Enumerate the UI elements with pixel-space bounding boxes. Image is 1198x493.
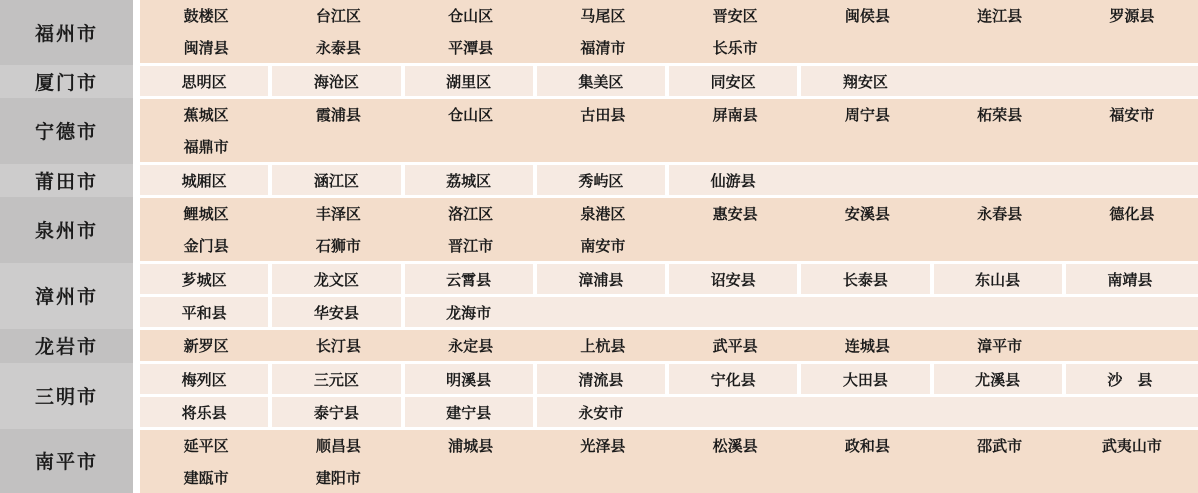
district-cell[interactable] bbox=[272, 165, 404, 195]
city-header: 宁德市 bbox=[0, 98, 133, 164]
district-label: 华安县 bbox=[313, 303, 359, 322]
district-cell[interactable] bbox=[140, 230, 272, 262]
district-cell[interactable] bbox=[537, 230, 669, 262]
district-cell[interactable] bbox=[272, 66, 404, 96]
district-row bbox=[140, 99, 1198, 162]
district-label: 集美区 bbox=[578, 72, 624, 91]
city-header: 福州市 bbox=[0, 0, 133, 65]
district-cell[interactable] bbox=[669, 66, 801, 96]
district-cell[interactable] bbox=[801, 330, 933, 361]
district-label: 政和县 bbox=[844, 437, 890, 456]
district-cell[interactable] bbox=[537, 430, 669, 462]
district-cell[interactable] bbox=[272, 99, 404, 131]
district-line bbox=[140, 0, 1198, 32]
district-label: 东山县 bbox=[975, 270, 1021, 289]
district-label: 沙 县 bbox=[1107, 370, 1153, 389]
district-label: 诏安县 bbox=[710, 270, 756, 289]
district-label: 泉港区 bbox=[580, 205, 626, 224]
district-label: 秀屿区 bbox=[578, 171, 624, 190]
district-label: 翔安区 bbox=[842, 72, 888, 91]
district-cell[interactable] bbox=[801, 430, 933, 462]
district-label: 霞浦县 bbox=[315, 106, 361, 125]
district-line bbox=[140, 364, 1198, 394]
district-label: 思明区 bbox=[181, 72, 227, 91]
district-cell[interactable] bbox=[537, 364, 669, 394]
district-cell[interactable] bbox=[272, 198, 404, 230]
district-label: 顺昌县 bbox=[315, 437, 361, 456]
district-label: 丰泽区 bbox=[315, 205, 361, 224]
district-label: 涵江区 bbox=[313, 171, 359, 190]
district-label: 三元区 bbox=[313, 370, 359, 389]
district-label: 仓山区 bbox=[448, 7, 494, 26]
district-grid bbox=[140, 0, 1198, 493]
district-cell[interactable] bbox=[140, 264, 272, 294]
district-cell[interactable] bbox=[272, 397, 404, 427]
district-cell[interactable] bbox=[405, 330, 537, 361]
district-cell[interactable] bbox=[405, 297, 1198, 327]
district-cell[interactable] bbox=[669, 99, 801, 131]
district-row bbox=[140, 165, 1198, 195]
district-cell[interactable] bbox=[140, 462, 272, 493]
district-cell[interactable] bbox=[140, 430, 272, 462]
district-label: 德化县 bbox=[1109, 205, 1155, 224]
district-label: 云霄县 bbox=[446, 270, 492, 289]
district-cell[interactable] bbox=[801, 364, 933, 394]
district-cell[interactable] bbox=[405, 430, 537, 462]
district-label: 连城县 bbox=[844, 337, 890, 355]
district-label: 上杭县 bbox=[580, 337, 626, 355]
district-line bbox=[140, 264, 1198, 294]
district-cell[interactable] bbox=[669, 364, 801, 394]
district-label: 连江县 bbox=[977, 7, 1023, 26]
district-label: 平潭县 bbox=[448, 38, 494, 57]
city-header: 三明市 bbox=[0, 363, 133, 429]
district-cell[interactable] bbox=[669, 198, 801, 230]
district-cell[interactable] bbox=[272, 32, 404, 64]
district-label: 同安区 bbox=[710, 72, 756, 91]
district-label: 尤溪县 bbox=[975, 370, 1021, 389]
district-cell[interactable] bbox=[405, 264, 537, 294]
district-line bbox=[140, 297, 1198, 327]
district-cell[interactable] bbox=[1066, 198, 1198, 230]
district-cell[interactable] bbox=[537, 99, 669, 131]
city-header: 漳州市 bbox=[0, 263, 133, 329]
district-cell[interactable] bbox=[272, 462, 404, 493]
district-label: 泰宁县 bbox=[313, 403, 359, 422]
district-row bbox=[140, 66, 1198, 96]
district-label: 福鼎市 bbox=[183, 137, 229, 156]
district-label: 鲤城区 bbox=[183, 205, 229, 224]
district-label: 仓山区 bbox=[448, 106, 494, 125]
district-label: 平和县 bbox=[181, 303, 227, 322]
district-row bbox=[140, 0, 1198, 63]
district-cell[interactable] bbox=[405, 230, 537, 262]
district-cell[interactable] bbox=[537, 397, 1198, 427]
district-cell[interactable] bbox=[405, 198, 537, 230]
district-label: 鼓楼区 bbox=[183, 7, 229, 26]
district-line bbox=[140, 165, 1198, 195]
district-cell[interactable] bbox=[669, 0, 801, 32]
city-header: 泉州市 bbox=[0, 197, 133, 263]
district-row bbox=[140, 198, 1198, 261]
district-cell[interactable] bbox=[537, 198, 669, 230]
district-line bbox=[140, 397, 1198, 427]
district-label: 漳浦县 bbox=[578, 270, 624, 289]
district-label: 南安市 bbox=[580, 236, 626, 255]
district-label: 仙游县 bbox=[710, 171, 756, 190]
district-cell[interactable] bbox=[140, 99, 272, 131]
district-cell[interactable] bbox=[669, 330, 801, 361]
district-label: 大田县 bbox=[842, 370, 888, 389]
district-cell[interactable] bbox=[934, 430, 1066, 462]
district-label: 福安市 bbox=[1109, 106, 1155, 125]
district-label: 邵武市 bbox=[977, 437, 1023, 456]
district-cell[interactable] bbox=[934, 198, 1066, 230]
district-cell[interactable] bbox=[801, 0, 933, 32]
district-label: 洛江区 bbox=[448, 205, 494, 224]
district-cell[interactable] bbox=[272, 330, 404, 361]
district-cell[interactable] bbox=[272, 297, 404, 327]
district-cell[interactable] bbox=[537, 264, 669, 294]
district-label: 柘荣县 bbox=[977, 106, 1023, 125]
district-cell[interactable] bbox=[405, 66, 537, 96]
district-label: 晋安区 bbox=[712, 7, 758, 26]
district-label: 建瓯市 bbox=[183, 468, 229, 487]
district-label: 城厢区 bbox=[181, 171, 227, 190]
district-cell[interactable] bbox=[140, 297, 272, 327]
district-cell[interactable] bbox=[140, 330, 272, 361]
district-line bbox=[140, 131, 1198, 163]
district-label: 芗城区 bbox=[181, 270, 227, 289]
district-cell[interactable] bbox=[1066, 0, 1198, 32]
district-label: 长泰县 bbox=[842, 270, 888, 289]
district-cell[interactable] bbox=[405, 364, 537, 394]
district-cell[interactable] bbox=[537, 66, 669, 96]
district-cell[interactable] bbox=[537, 32, 669, 64]
district-cell[interactable] bbox=[1066, 430, 1198, 462]
district-cell[interactable] bbox=[801, 198, 933, 230]
district-cell[interactable] bbox=[405, 32, 537, 64]
district-cell[interactable] bbox=[1066, 99, 1198, 131]
city-header: 莆田市 bbox=[0, 164, 133, 197]
district-label: 建宁县 bbox=[446, 403, 492, 422]
district-cell[interactable] bbox=[140, 66, 272, 96]
district-label: 浦城县 bbox=[448, 437, 494, 456]
district-label: 金门县 bbox=[183, 236, 229, 255]
district-cell[interactable] bbox=[801, 66, 1198, 96]
district-label: 新罗区 bbox=[183, 337, 229, 355]
district-row bbox=[140, 430, 1198, 493]
city-header-column bbox=[0, 0, 133, 493]
district-label: 惠安县 bbox=[712, 205, 758, 224]
district-label: 石狮市 bbox=[315, 236, 361, 255]
district-line bbox=[140, 99, 1198, 131]
district-label: 龙海市 bbox=[446, 303, 492, 322]
district-label: 建阳市 bbox=[315, 468, 361, 487]
district-cell[interactable] bbox=[272, 364, 404, 394]
district-label: 蕉城区 bbox=[183, 106, 229, 125]
district-label: 梅列区 bbox=[181, 370, 227, 389]
district-cell[interactable] bbox=[140, 131, 272, 163]
district-cell[interactable] bbox=[801, 264, 933, 294]
district-row bbox=[140, 330, 1198, 361]
district-cell[interactable] bbox=[669, 264, 801, 294]
district-cell[interactable] bbox=[669, 32, 801, 64]
district-row bbox=[140, 364, 1198, 427]
column-gutter bbox=[133, 0, 140, 493]
district-line bbox=[140, 430, 1198, 462]
district-label: 清流县 bbox=[578, 370, 624, 389]
district-label: 海沧区 bbox=[313, 72, 359, 91]
district-cell[interactable] bbox=[669, 165, 1198, 195]
district-line bbox=[140, 230, 1198, 262]
district-label: 明溪县 bbox=[446, 370, 492, 389]
district-label: 永定县 bbox=[448, 337, 494, 355]
district-cell[interactable] bbox=[1066, 264, 1198, 294]
district-cell[interactable] bbox=[405, 99, 537, 131]
district-cell[interactable] bbox=[537, 330, 669, 361]
district-cell[interactable] bbox=[140, 0, 272, 32]
district-line bbox=[140, 462, 1198, 493]
district-line bbox=[140, 198, 1198, 230]
district-cell[interactable] bbox=[537, 165, 669, 195]
district-cell[interactable] bbox=[405, 0, 537, 32]
district-cell[interactable] bbox=[934, 99, 1066, 131]
district-label: 宁化县 bbox=[710, 370, 756, 389]
district-cell[interactable] bbox=[934, 264, 1066, 294]
district-label: 闽清县 bbox=[183, 38, 229, 57]
district-label: 湖里区 bbox=[446, 72, 492, 91]
district-cell[interactable] bbox=[140, 397, 272, 427]
district-label: 南靖县 bbox=[1107, 270, 1153, 289]
district-row bbox=[140, 264, 1198, 327]
district-label: 罗源县 bbox=[1109, 7, 1155, 26]
district-cell[interactable] bbox=[272, 0, 404, 32]
city-header: 龙岩市 bbox=[0, 329, 133, 363]
district-label: 荔城区 bbox=[446, 171, 492, 190]
district-label: 福清市 bbox=[580, 38, 626, 57]
district-label: 晋江市 bbox=[448, 236, 494, 255]
district-label: 台江区 bbox=[315, 7, 361, 26]
district-label: 武平县 bbox=[712, 337, 758, 355]
district-label: 漳平市 bbox=[977, 337, 1023, 355]
district-label: 屏南县 bbox=[712, 106, 758, 125]
city-header: 厦门市 bbox=[0, 65, 133, 98]
district-cell[interactable] bbox=[934, 330, 1066, 361]
district-line bbox=[140, 32, 1198, 64]
district-cell[interactable] bbox=[934, 364, 1066, 394]
district-label: 周宁县 bbox=[844, 106, 890, 125]
district-line bbox=[140, 66, 1198, 96]
district-label: 延平区 bbox=[183, 437, 229, 456]
district-label: 将乐县 bbox=[181, 403, 227, 422]
district-label: 永安市 bbox=[578, 403, 624, 422]
district-cell[interactable] bbox=[669, 430, 801, 462]
district-cell[interactable] bbox=[801, 99, 933, 131]
district-label: 闽侯县 bbox=[844, 7, 890, 26]
district-label: 长乐市 bbox=[712, 38, 758, 57]
district-label: 光泽县 bbox=[580, 437, 626, 456]
district-cell[interactable] bbox=[272, 264, 404, 294]
district-label: 安溪县 bbox=[844, 205, 890, 224]
district-cell[interactable] bbox=[1066, 364, 1198, 394]
district-cell[interactable] bbox=[405, 397, 537, 427]
district-cell[interactable] bbox=[140, 32, 272, 64]
city-header: 南平市 bbox=[0, 429, 133, 493]
district-cell[interactable] bbox=[405, 165, 537, 195]
district-cell[interactable] bbox=[140, 165, 272, 195]
district-label: 龙文区 bbox=[313, 270, 359, 289]
district-cell[interactable] bbox=[934, 0, 1066, 32]
district-cell[interactable] bbox=[272, 430, 404, 462]
district-label: 永泰县 bbox=[315, 38, 361, 57]
district-label: 松溪县 bbox=[712, 437, 758, 456]
district-label: 武夷山市 bbox=[1101, 437, 1162, 456]
district-cell[interactable] bbox=[537, 0, 669, 32]
district-cell[interactable] bbox=[272, 230, 404, 262]
district-label: 永春县 bbox=[977, 205, 1023, 224]
district-cell[interactable] bbox=[140, 364, 272, 394]
district-cell[interactable] bbox=[140, 198, 272, 230]
district-line bbox=[140, 330, 1198, 361]
district-label: 长汀县 bbox=[315, 337, 361, 355]
district-label: 马尾区 bbox=[580, 7, 626, 26]
district-label: 古田县 bbox=[580, 106, 626, 125]
